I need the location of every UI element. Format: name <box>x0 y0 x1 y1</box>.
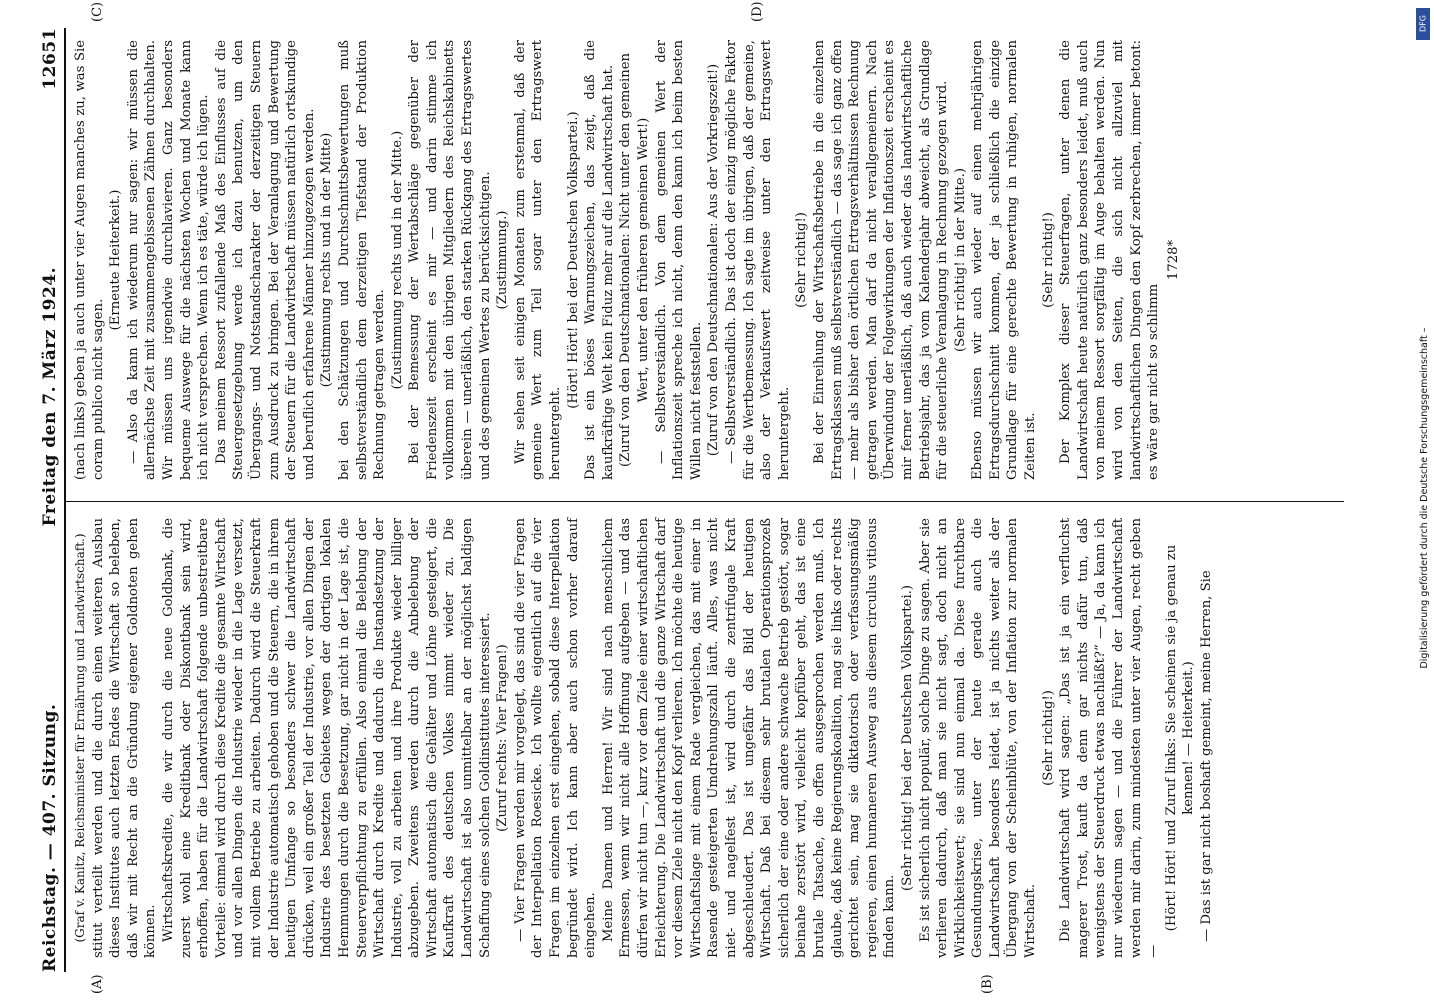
margin-marker-b: (B) <box>980 974 995 994</box>
interjection: (Zustimmung rechts und in der Mitte.) <box>389 130 405 390</box>
header-page-number: 12651 <box>40 28 60 90</box>
margin-marker-a: (A) <box>90 974 105 994</box>
paragraph: — Vier Fragen werden mir vorgelegt, das sind die vier Fragen der Interpellation Roesicke. Ich wollte eigentlich auf die vier Fragen im einzelnen erst eingehen, sobald diese Interpellation begründet wird. Ich kann aber auch schon vorher darauf eingehen. <box>512 518 599 958</box>
paragraph: — Also da kann ich wiederum nur sagen: wir müssen die allernächste Zeit mit zusammengebissenen Zähnen durchhalten. Wir müssen uns irgendwie durchlavieren. Ganz besonders bequeme Auswege für die nächsten Wochen und Monate kann ich nicht versprechen. Wenn ich es täte, würde ich lügen. <box>125 40 212 480</box>
margin-marker-d: (D) <box>750 1 765 22</box>
paragraph: Meine Damen und Herren! Wir sind nach menschlichem Ermessen, wenn wir nicht alle Hoffnung aufgeben — und das dürfen wir nicht tun —, kurz vor dem Ziele einer wirtschaftlichen Erleichterung. Die Landwirtschaft und die ganze Wirtschaft darf vor diesem Ziele nicht den Kopf verlieren. Ich möchte die heutige Wirtschaftslage mit einem Rade vergleichen, das mit einer in Rasende gesteigerten Umdrehungszahl läuft. Alles, was nicht niet- und nagelfest ist, wird durch die zentrifugale Kraft abgeschleudert. Das ist ungefähr das Bild der heutigen Wirtschaft. Daß bei diesem sehr brutalen Operationsprozeß sicherlich der eine oder andere schwache Betrieb gestört, sogar beinahe zerstört wird, vielleicht kopfüber geht, das ist eine brutale Tatsache, die offen ausgesprochen werden muß. Ich glaube, daß keine Regierungskoalition, mag sie links oder rechts gerichtet sein, mag sie diktatorisch oder verfassungsmäßig regieren, einen humaneren Ausweg aus diesem circulus vitiosus finden kann. <box>600 518 898 958</box>
paragraph: stitut verteilt werden und die durch einen weiteren Ausbau dieses Institutes auch letzten Endes die Wirtschaft so beleben, daß wir mit Recht an die Gründung eigener Goldnoten gehen können. <box>90 518 159 958</box>
paragraph: Ebenso müssen wir auch wieder auf einen mehrjährigen Ertragsdurchschnitt kommen, der ja schließlich die einzige Grundlage für eine gerechte Bewertung in ruhigen, normalen Zeiten ist. <box>970 40 1039 480</box>
paragraph: — Das ist gar nicht boshaft gemeint, meine Herren, Sie <box>1199 570 1214 942</box>
paragraph: Die Landwirtschaft wird sagen: „Das ist ja ein verfluchst magerer Trost, kauft da denn gar nichts dafür tun, daß wenigstens der Steuerdruck etwas nachläßt?“ — Ja, da kann ich nur wiederum sagen — und die Führer der Landwirtschaft werden mir darin, zum mindesten unter vier Augen, recht geben — <box>1058 518 1162 958</box>
interjection: (Hört! Hört! bei der Deutschen Volkspartei.) <box>565 111 581 409</box>
interjection: (Sehr richtig! in der Mitte.) <box>952 168 968 352</box>
paragraph: — Selbstverständlich. Von dem gemeinen Wert der Inflationszeit spreche ich nicht, denn den kann ich beim besten Willen nicht feststellen. <box>653 40 704 480</box>
interjection: (Zuruf rechts: Vier Fragen!) <box>495 644 511 832</box>
paragraph: Wirtschaftskredite, die wir durch die neue Goldbank, die zuerst wohl eine Kreditbank oder Diskontbank sein wird, erhoffen, haben für die Landwirtschaft folgende unbestreitbare Vorteile: einmal wird durch diese Kredite die gesamte Wirtschaft und vor allen Dingen die Industrie wieder in die Lage versetzt, mit vollem Betriebe zu arbeiten. Dadurch wird die Steuerkraft der Industrie automatisch gehoben und die Steuern, die in ihrem heutigen Umfange so besonders schwer die Landwirtschaft drücken, weil ein großer Teil der Industrie, vor allen Dingen der Industrie des besetzten Gebietes wegen der dortigen lokalen Hemmungen durch die Besetzung, gar nicht in der Lage ist, die Steuerverpflichtung zu erfüllen. Also einmal die Belebung der Wirtschaft durch Kredite und dadurch die Instandsetzung der Industrie, voll zu arbeiten und ihre Produkte wieder billiger abzugeben. Zweitens werden durch die Anbelebung der Wirtschaft automatisch die Gehälter und Löhne gesteigert, die Kaufkraft des deutschen Volkes nimmt wieder zu. Die Landwirtschaft ist also unmittelbar an der möglichst baldigen Schaffung eines solchen Goldinstitutes interessiert. <box>160 518 493 958</box>
interjection: (Erneute Heiterkeit.) <box>108 189 124 331</box>
interjection: (Sehr richtig!) <box>1040 212 1056 308</box>
paragraph: — Selbstverständlich. Das ist doch der einzig mögliche Faktor für die Wertbemessung. Ich sagte im übrigen, daß der gemeine, also der Verkaufswert zeitweise unter den Ertragswert heruntergeht. <box>723 40 792 480</box>
interjection: (Hört! Hört! und Zuruf links: Sie scheinen sie ja genau zu kennen! — Heiterkeit.) <box>1163 544 1197 932</box>
dfg-logo: DFG <box>1416 8 1430 40</box>
paragraph: Bei der Einreihung der Wirtschaftsbetriebe in die einzelnen Ertragsklassen muß selbstverständlich — das sage ich ganz offen — mehr als bisher den örtlichen Ertragsverhältnissen Rechnung getragen werden. Man darf da nicht verallgemeinern. Nach Überwindung der Folgewirkungen der Inflationszeit erscheint es mir ferner unerläßlich, daß auch wieder das landwirtschaftliche Betriebsjahr, das ja vom Kalenderjahr abweicht, als Grundlage für die steuerliche Veranlagung in Rechnung gezogen wird. <box>811 40 951 480</box>
paragraph: Es ist sicherlich nicht populär, solche Dinge zu sagen. Aber sie verlieren dadurch, daß man sie nicht sagt, doch nicht an Wirklichkeitswert; sie sind nun einmal da. Diese furchtbare Gesundungskrise, unter der heute gerade auch die Landwirtschaft besonders leidet, ist ja nichts weiter als der Übergang von der Scheinblüte, von der Inflation zur normalen Wirtschaft. <box>917 518 1039 958</box>
interjection: (Zustimmung rechts und in der Mitte) <box>319 132 335 388</box>
interjection: (Sehr richtig!) <box>1040 690 1056 786</box>
paragraph: Das ist ein böses Warnungszeichen, das zeigt, daß die kaufkräftige Welt kein Fiduz mehr auf die Landwirtschaft hat. <box>583 40 616 480</box>
paragraph: (nach links) geben ja auch unter vier Augen manches zu, was Sie coram publico nicht sagen. <box>73 40 106 480</box>
speaker-line: (Graf v. Kanitz, Reichsminister für Ernährung und Landwirtschaft.) <box>73 533 87 943</box>
header-session: Reichstag. — 407. Sitzung. <box>40 703 60 972</box>
paragraph: Wir sehen seit einigen Monaten zum erstenmal, daß der gemeine Wert zum Teil sogar unter den Ertragswert heruntergeht. <box>512 40 564 480</box>
digitization-text: Digitalisierung gefördert durch die Deutsche Forschungsgemeinschaft – <box>1418 327 1430 669</box>
column-divider <box>64 501 1344 502</box>
right-column <box>72 40 1182 480</box>
interjection: (Zuruf von den Deutschnationalen: Aus der Vorkriegszeit!) <box>706 63 722 457</box>
interjection: (Sehr richtig!) <box>794 212 810 308</box>
paragraph: bei den Schätzungen und Durchschnittsbewertungen muß selbstverständlich dem derzeitigen Tiefstand der Produktion Rechnung getragen werden. <box>336 40 388 480</box>
page-content <box>30 1 1350 994</box>
footer-signature: 1728* <box>1165 239 1181 281</box>
paragraph: Bei der Bemessung der Wertabschläge gegenüber der Friedenszeit erscheint es mir — und darin stimme ich vollkommen mit den übrigen Mitgliedern des Reichskabinetts überein — unerläßlich, den starken Rückgang des Ertragswertes und des gemeinen Wertes zu berücksichtigen. <box>407 40 493 480</box>
interjection: (Zuruf von den Deutschnationalen: Nicht unter den gemeinen Wert, unter den früheren gemeinen Wert!) <box>618 52 651 468</box>
interjection: (Zustimmung.) <box>495 210 511 310</box>
interjection: (Sehr richtig! bei der Deutschen Volkspartei.) <box>899 584 915 892</box>
left-column <box>72 518 1216 958</box>
header-rule <box>64 28 66 972</box>
digitization-note <box>1412 8 1432 988</box>
page-header <box>30 28 60 972</box>
paragraph: Der Komplex dieser Steuerfragen, unter denen die Landwirtschaft heute natürlich ganz besonders leidet, muß auch von meinem Ressort sorgfältig im Auge behalten werden. Nun wird von den Seiten, die sich nicht allzuviel mit landwirtschaftlichen Dingen den Kopf zerbrechen, immer betont: es wäre gar nicht so schlimm <box>1058 40 1162 480</box>
header-date: Freitag den 7. März 1924. <box>40 266 60 527</box>
margin-marker-c: (C) <box>90 1 105 22</box>
paragraph: Das meinem Ressort zufallende Maß des Einflusses auf die Steuergesetzgebung werde ich dazu benutzen, um den Übergangs- und Notstandscharakter der derzeitigen Steuern zum Ausdruck zu bringen. Bei der Veranlagung und Bewertung der Steuern für die Landwirtschaft müssen natürlich ortskundige und beruflich erfahrene Männer hinzugezogen werden. <box>213 40 317 480</box>
